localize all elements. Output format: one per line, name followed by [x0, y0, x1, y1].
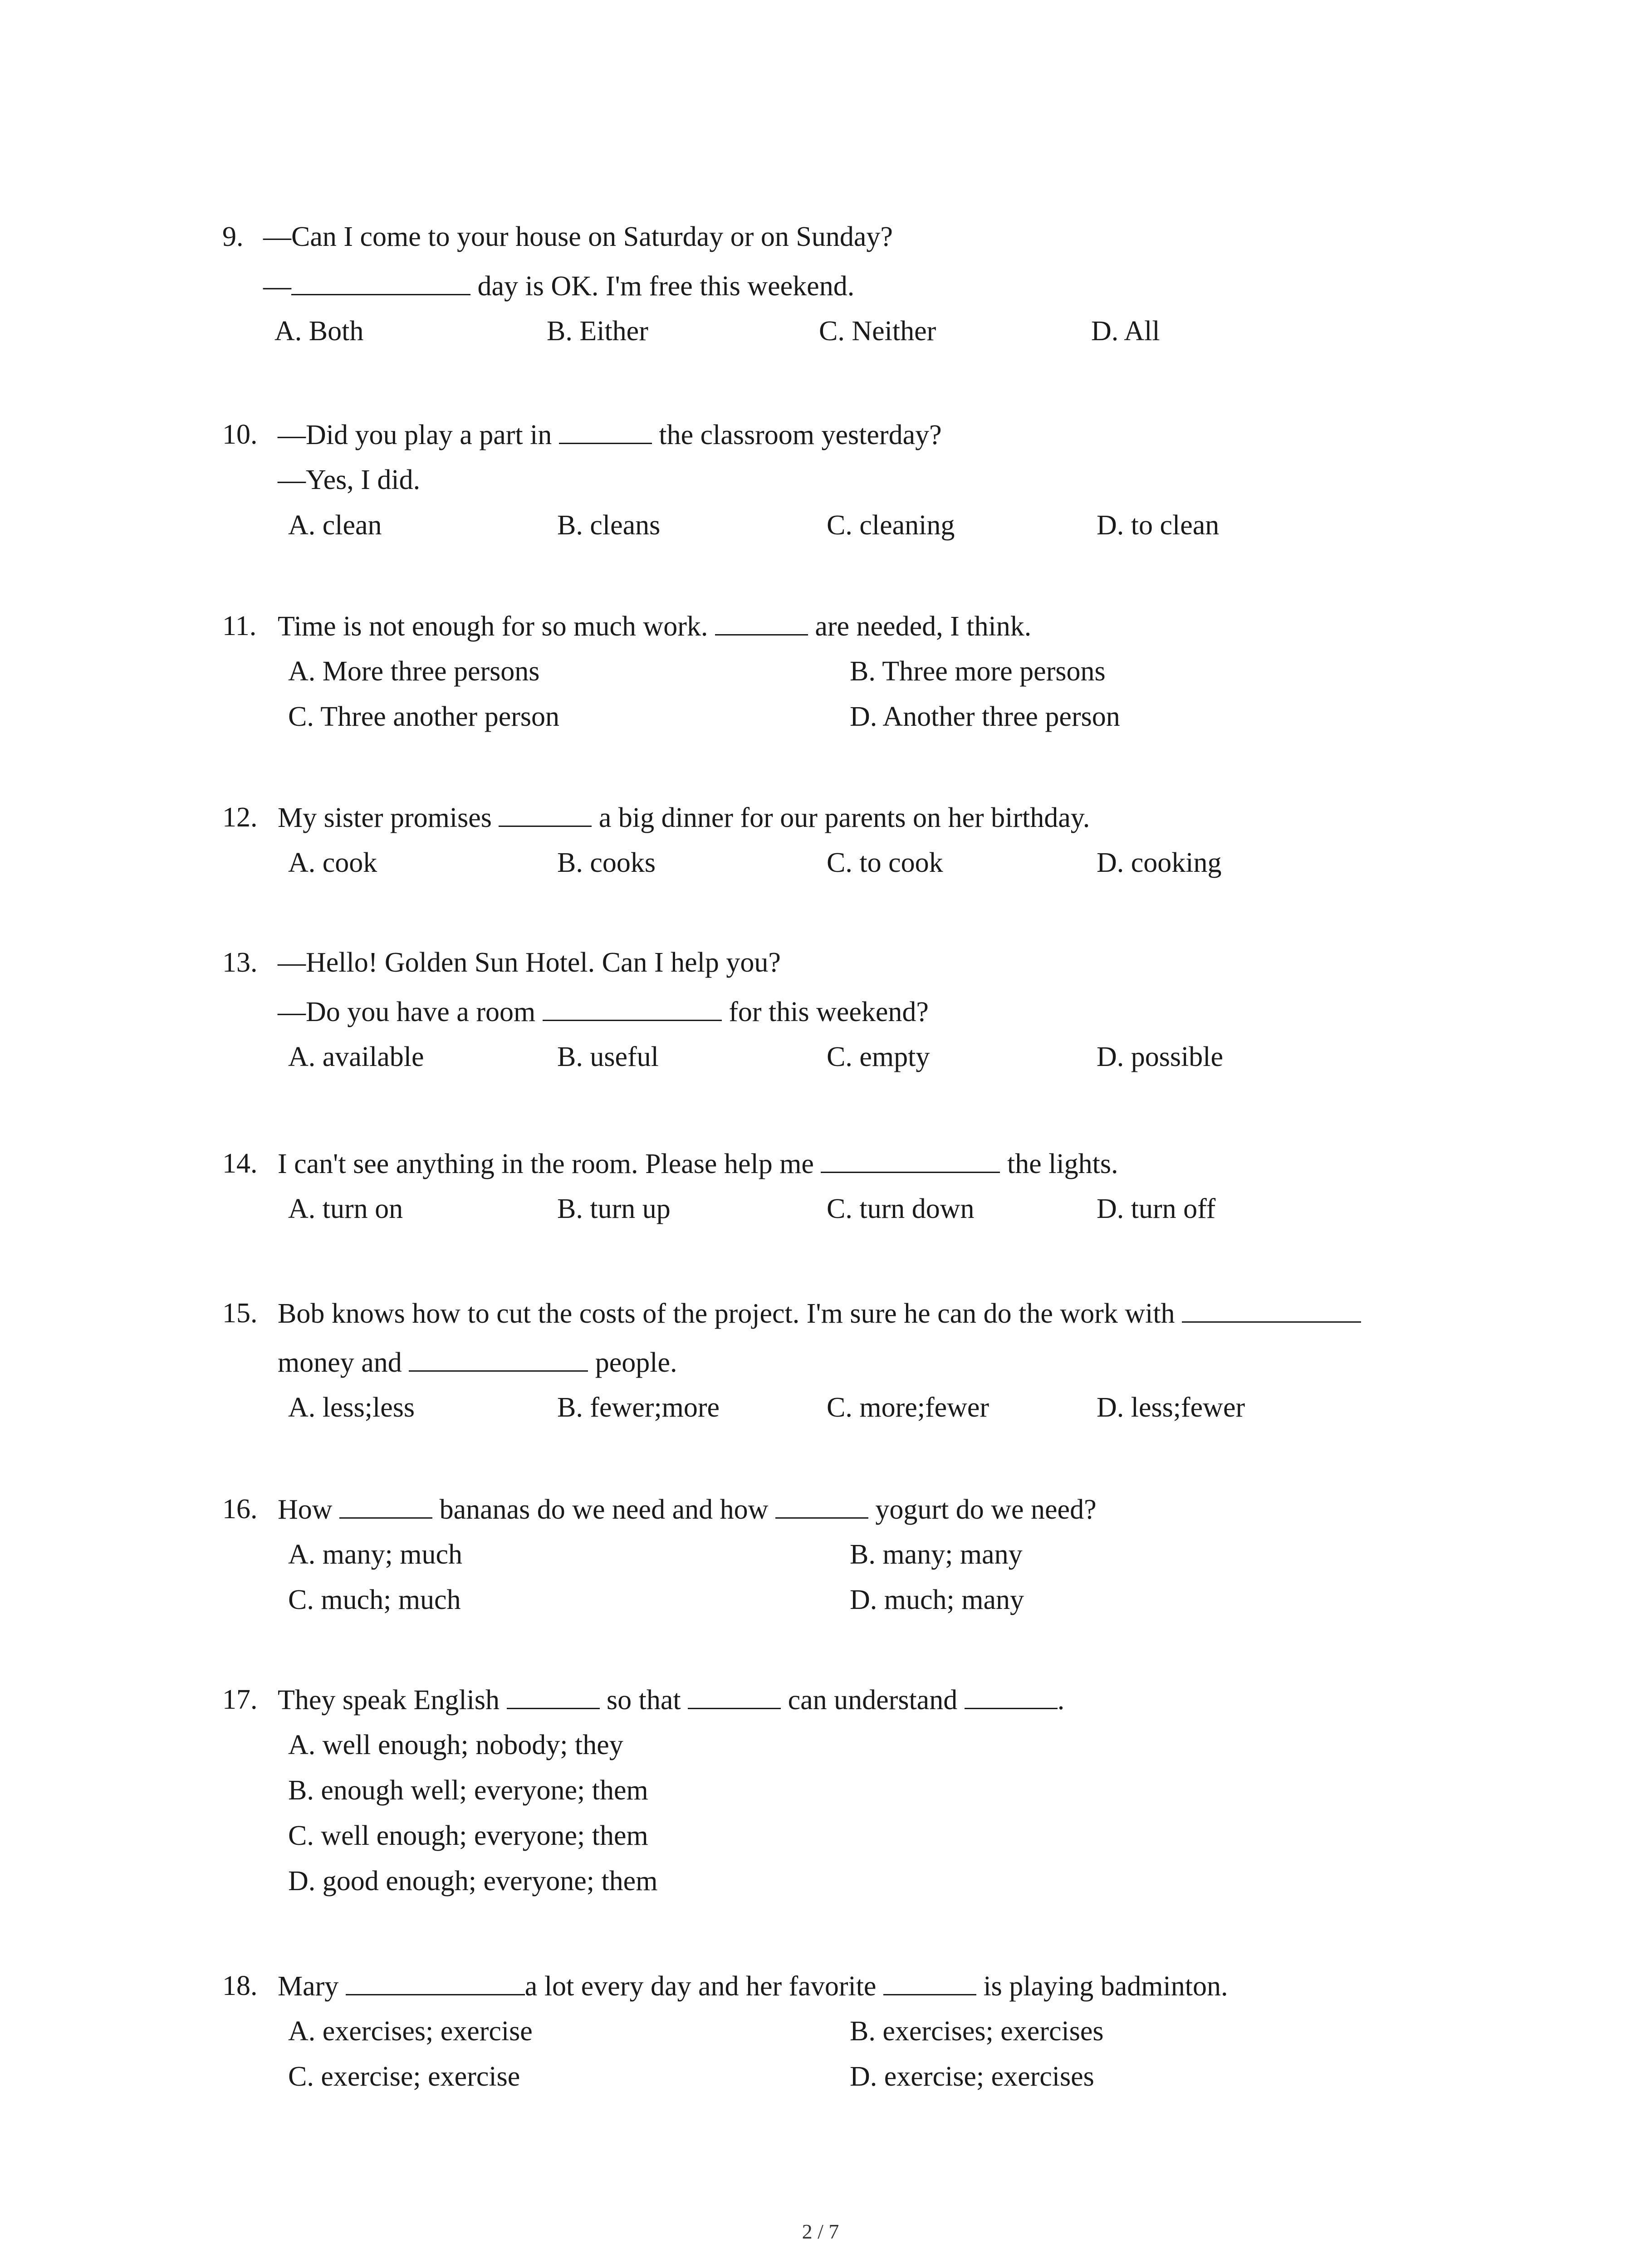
option-a: A. many; much	[288, 1539, 462, 1570]
question-stem	[278, 799, 1090, 836]
option-b: B. fewer;more	[557, 1392, 720, 1423]
stem-text: I can't see anything in the room. Please help me	[278, 1149, 821, 1179]
stem-text: money and	[278, 1347, 409, 1378]
option-c: C. Three another person	[288, 701, 559, 732]
stem-text: the classroom yesterday?	[652, 420, 942, 450]
option-a: A. exercises; exercise	[288, 2016, 533, 2047]
answer-blank	[346, 1968, 525, 1995]
question-stem	[278, 1491, 1097, 1528]
option-d: D. All	[1091, 316, 1160, 347]
stem-text: Mary	[278, 1971, 346, 2002]
question-stem-line-2: —Yes, I did.	[278, 464, 421, 495]
stem-text: people.	[588, 1347, 677, 1378]
question-number: 18.	[222, 1970, 258, 2001]
question-stem-line-2	[263, 268, 854, 304]
option-a: A. available	[288, 1041, 424, 1072]
option-d: D. turn off	[1097, 1193, 1216, 1224]
question-number: 15.	[222, 1298, 258, 1329]
option-d: D. cooking	[1097, 847, 1222, 878]
answer-blank	[543, 993, 722, 1021]
option-c: C. Neither	[819, 316, 936, 347]
option-b: B. exercises; exercises	[850, 2016, 1104, 2047]
stem-text: Bob knows how to cut the costs of the project. I'm sure he can do the work with	[278, 1298, 1182, 1329]
stem-text: a lot every day and her favorite	[524, 1971, 883, 2002]
stem-text: yogurt do we need?	[868, 1494, 1097, 1525]
option-c: C. more;fewer	[827, 1392, 989, 1423]
answer-blank	[715, 608, 808, 635]
option-b: B. useful	[557, 1041, 659, 1072]
option-d: D. to clean	[1097, 510, 1220, 541]
question-stem	[278, 416, 942, 453]
option-a: A. well enough; nobody; they	[288, 1730, 623, 1760]
question-number: 9.	[222, 221, 244, 252]
stem-text: for this weekend?	[721, 997, 929, 1027]
stem-text: —Did you play a part in	[278, 420, 559, 450]
option-d: D. good enough; everyone; them	[288, 1866, 658, 1897]
stem-text: My sister promises	[278, 802, 499, 833]
answer-blank	[339, 1491, 432, 1519]
answer-blank	[965, 1681, 1058, 1709]
answer-blank	[499, 799, 592, 827]
stem-text: a big dinner for our parents on her birthday.	[592, 802, 1090, 833]
page-number: 2 / 7	[802, 2220, 839, 2243]
question-stem	[278, 608, 1031, 645]
stem-text: bananas do we need and how	[432, 1494, 775, 1525]
option-b: B. cleans	[557, 510, 661, 541]
option-c: C. turn down	[827, 1193, 975, 1224]
answer-blank	[507, 1681, 600, 1709]
stem-text: day is OK. I'm free this weekend.	[470, 271, 855, 302]
question-stem: —Can I come to your house on Saturday or on Sunday?	[263, 221, 893, 252]
option-b: B. Either	[547, 316, 648, 347]
stem-text: Time is not enough for so much work.	[278, 611, 715, 642]
question-stem	[278, 1295, 1361, 1332]
answer-blank	[688, 1681, 781, 1709]
question-number: 10.	[222, 419, 258, 450]
stem-text: can understand	[781, 1685, 965, 1716]
question-number: 13.	[222, 947, 258, 978]
stem-text: .	[1057, 1685, 1065, 1716]
option-c: C. exercise; exercise	[288, 2061, 520, 2092]
question-stem: —Hello! Golden Sun Hotel. Can I help you?	[278, 947, 781, 978]
stem-text: They speak English	[278, 1685, 507, 1716]
answer-blank	[821, 1145, 1000, 1173]
stem-text: the lights.	[1000, 1149, 1118, 1179]
option-c: C. well enough; everyone; them	[288, 1820, 648, 1851]
option-d: D. less;fewer	[1097, 1392, 1245, 1423]
stem-text: How	[278, 1494, 340, 1525]
option-d: D. Another three person	[850, 701, 1120, 732]
option-b: B. cooks	[557, 847, 656, 878]
option-a: A. More three persons	[288, 656, 540, 687]
answer-blank	[1182, 1295, 1361, 1323]
answer-blank	[559, 416, 652, 444]
question-stem	[278, 1145, 1118, 1182]
option-c: C. to cook	[827, 847, 943, 878]
question-number: 12.	[222, 802, 258, 833]
question-stem-line-2	[278, 1344, 677, 1381]
option-d: D. much; many	[850, 1584, 1024, 1615]
option-c: C. much; much	[288, 1584, 461, 1615]
answer-blank	[883, 1968, 976, 1995]
question-stem-line-2	[278, 993, 929, 1030]
option-d: D. exercise; exercises	[850, 2061, 1094, 2092]
stem-text: —	[263, 271, 291, 302]
stem-text: are needed, I think.	[808, 611, 1032, 642]
option-b: B. Three more persons	[850, 656, 1106, 687]
question-stem	[278, 1968, 1228, 2004]
question-number: 17.	[222, 1684, 258, 1715]
option-c: C. cleaning	[827, 510, 955, 541]
question-number: 14.	[222, 1148, 258, 1179]
option-a: A. cook	[288, 847, 377, 878]
option-c: C. empty	[827, 1041, 930, 1072]
option-b: B. many; many	[850, 1539, 1023, 1570]
option-b: B. turn up	[557, 1193, 671, 1224]
option-b: B. enough well; everyone; them	[288, 1775, 648, 1806]
stem-text: is playing badminton.	[976, 1971, 1228, 2002]
option-a: A. turn on	[288, 1193, 403, 1224]
question-stem	[278, 1681, 1064, 1718]
answer-blank	[291, 268, 470, 295]
option-a: A. clean	[288, 510, 382, 541]
stem-text: so that	[599, 1685, 688, 1716]
answer-blank	[409, 1344, 588, 1372]
answer-blank	[775, 1491, 868, 1519]
option-d: D. possible	[1097, 1041, 1223, 1072]
question-number: 11.	[222, 611, 257, 641]
option-a: A. less;less	[288, 1392, 415, 1423]
question-number: 16.	[222, 1494, 258, 1525]
stem-text: —Do you have a room	[278, 997, 543, 1027]
option-a: A. Both	[274, 316, 364, 347]
